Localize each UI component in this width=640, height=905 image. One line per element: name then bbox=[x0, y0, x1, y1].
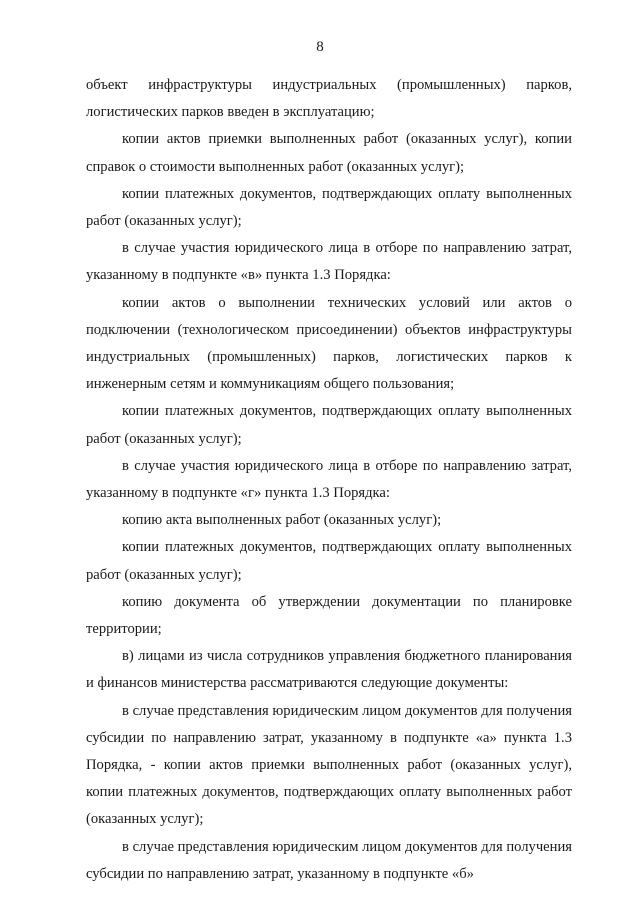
paragraph: в случае представления юридическим лицом документов для получения субсидии по направлению затрат, указанному в подпункте «а» пункта 1.3 Порядка, - копии актов приемки выполненных работ (оказанных услуг), копии платежных документов, подтверждающих оплату выполненных работ (оказанных услуг); bbox=[86, 702, 572, 828]
paragraph: копии платежных документов, подтверждающих оплату выполненных работ (оказанных услуг); bbox=[86, 539, 572, 583]
paragraph: в случае участия юридического лица в отборе по направлению затрат, указанному в подпункте «г» пункта 1.3 Порядка: bbox=[86, 457, 572, 502]
paragraph-continuation: объект инфраструктуры индустриальных (промышленных) парков, логистических парков введен в эксплуатацию; bbox=[86, 77, 572, 121]
paragraph: копии платежных документов, подтверждающих оплату выполненных работ (оказанных услуг); bbox=[86, 185, 572, 230]
paragraph: копии актов приемки выполненных работ (оказанных услуг), копии справок о стоимости выполненных работ (оказанных услуг); bbox=[86, 131, 572, 175]
page-number: 8 bbox=[316, 39, 324, 55]
paragraph: копии платежных документов, подтверждающих оплату выполненных работ (оказанных услуг); bbox=[86, 403, 572, 447]
paragraph: в случае представления юридическим лицом документов для получения субсидии по направлению затрат, указанному в подпункте «б» bbox=[86, 838, 572, 882]
paragraph: копии актов о выполнении технических условий или актов о подключении (технологическом присоединении) объектов инфраструктуры индустриальных (промышленных) парков, логистических парков к инженерным сетям и коммуникациям общего пользования; bbox=[86, 294, 572, 393]
paragraph: копию акта выполненных работ (оказанных услуг); bbox=[122, 512, 442, 529]
document-body bbox=[86, 72, 572, 888]
paragraph: в) лицами из числа сотрудников управления бюджетного планирования и финансов министерства рассматриваются следующие документы: bbox=[86, 648, 572, 692]
paragraph: копию документа об утверждении документации по планировке территории; bbox=[86, 593, 572, 638]
paragraph: в случае участия юридического лица в отборе по направлению затрат, указанному в подпункте «в» пункта 1.3 Порядка: bbox=[86, 240, 572, 284]
